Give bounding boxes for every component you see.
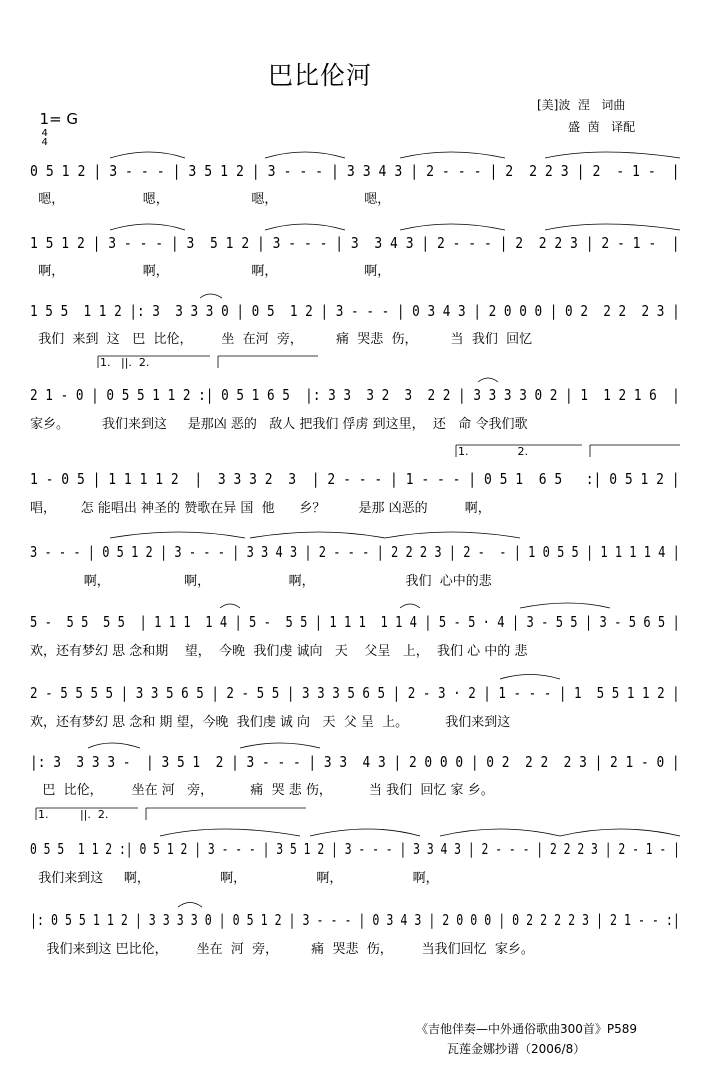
slur bbox=[250, 532, 385, 538]
system-2-notes: 1 5 1 2 | 3 - - - | 3 5 1 2 | 3 - - - | 3 3 4 3 | 2 - - - | 2 2 2 3 | 2 - 1 - | bbox=[30, 234, 680, 252]
slur bbox=[265, 152, 345, 158]
copyist-note: 瓦莲金娜抄谱（2006/8） bbox=[447, 1042, 586, 1056]
system-3-notes: 1 5 5 1 1 2 |: 3 3 3 3 0 | 0 5 1 2 | 3 - - - | 0 3 4 3 | 2 0 0 0 | 0 2 2 2 2 3 | bbox=[30, 302, 680, 320]
key-signature bbox=[30, 92, 78, 147]
slur bbox=[440, 829, 560, 836]
slur bbox=[385, 532, 520, 538]
slur bbox=[110, 532, 245, 538]
system-6-notes: 3 - - - | 0 5 1 2 | 3 - - - | 3 3 4 3 | 2 - - - | 2 2 2 3 | 2 - - | 1 0 5 5 | 1 1 1 1 4 | bbox=[30, 543, 680, 561]
system-10-volta: 1. ||. 2. bbox=[38, 808, 109, 821]
system-3-volta: 1. ||. 2. bbox=[100, 356, 150, 369]
system-5-volta: 1. 2. bbox=[458, 445, 528, 458]
slur bbox=[110, 152, 185, 158]
system-6-lyrics: 啊， 啊， 啊， 我们 心中的悲 bbox=[30, 574, 492, 589]
credit-translator: 盛 茵 译配 bbox=[568, 120, 636, 134]
slur bbox=[400, 152, 505, 158]
system-1-notes: 0 5 1 2 | 3 - - - | 3 5 1 2 | 3 - - - | 3 3 4 3 | 2 - - - | 2 2 2 3 | 2 - 1 - | bbox=[30, 162, 680, 180]
slur bbox=[500, 675, 560, 680]
system-5-notes: 1 - 0 5 | 1 1 1 1 2 | 3 3 3 2 3 | 2 - - - | 1 - - - | 0 5 1 6 5 :| 0 5 1 2 | bbox=[30, 470, 680, 488]
slur bbox=[240, 743, 320, 748]
system-7-notes: 5 - 5 5 5 5 | 1 1 1 1 4 | 5 - 5 5 | 1 1 1 1 1 4 | 5 - 5 · 4 | 3 - 5 5 | 3 - 5 6 5 | bbox=[30, 613, 680, 631]
system-5-lyrics: 唱， 怎 能唱出 神圣的 赞歌在异 国 他 乡？ 是那 凶恶的 啊， bbox=[30, 501, 491, 516]
slur bbox=[478, 378, 498, 382]
system-9-notes: |: 3 3 3 3 - | 3 5 1 2 | 3 - - - | 3 3 4 3 | 2 0 0 0 | 0 2 2 2 2 3 | 2 1 - 0 | bbox=[30, 753, 680, 771]
song-title: 巴比伦河 bbox=[267, 61, 372, 90]
system-7-lyrics: 欢，还有梦幻 思 念和期 望， 今晚 我们虔 诚向 天 父呈 上， 我们 心 中的 悲 bbox=[30, 644, 528, 659]
credit-lyricist-composer: [美]波 涅 词曲 bbox=[537, 98, 626, 112]
system-1-lyrics: 嗯， 嗯， 嗯， 嗯， bbox=[30, 192, 391, 207]
system-8-notes: 2 - 5 5 5 5 | 3 3 5 6 5 | 2 - 5 5 | 3 3 3 5 6 5 | 2 - 3 · 2 | 1 - - - | 1 5 5 1 1 2 | bbox=[30, 684, 680, 702]
system-11-notes: |: 0 5 5 1 1 2 | 3 3 3 3 0 | 0 5 1 2 | 3 - - - | 0 3 4 3 | 2 0 0 0 | 0 2 2 2 2 3 | 2 1 - - :| bbox=[30, 911, 680, 929]
slur bbox=[88, 743, 140, 748]
slur bbox=[265, 224, 345, 230]
system-8-lyrics: 欢，还有梦幻 思 念和 期 望，今晚 我们虔 诚 向 天 父 呈 上。 我们来到这 bbox=[30, 715, 511, 730]
slur bbox=[310, 829, 420, 836]
source-citation: 《吉他伴奏—中外通俗歌曲300首》P589 bbox=[416, 1022, 638, 1036]
slur bbox=[178, 903, 202, 908]
key-label: 1= G bbox=[39, 110, 79, 128]
system-9-lyrics: 巴 比伦， 坐在 河 旁， 痛 哭 悲 伤， 当 我们 回忆 家 乡。 bbox=[30, 783, 494, 798]
slur bbox=[200, 294, 222, 298]
slur bbox=[545, 224, 680, 230]
system-4-lyrics: 家乡。 我们来到这 是那凶 恶的 敌人 把我们 俘虏 到这里， 还 命 令我们歌 bbox=[30, 417, 528, 432]
slur bbox=[400, 224, 505, 230]
system-11-lyrics: 我们来到这 巴比伦， 坐在 河 旁， 痛 哭悲 伤， 当我们回忆 家乡。 bbox=[30, 942, 534, 957]
slur bbox=[160, 829, 300, 836]
system-4-notes: 2 1 - 0 | 0 5 5 1 1 2 :| 0 5 1 6 5 |: 3 3 3 2 3 2 2 | 3 3 3 3 0 2 | 1 1 2 1 6 | bbox=[30, 386, 680, 404]
slur bbox=[110, 224, 185, 230]
system-10-notes: 0 5 5 1 1 2 :| 0 5 1 2 | 3 - - - | 3 5 1 2 | 3 - - - | 3 3 4 3 | 2 - - - | 2 2 2 3 | 2 - 1 - | bbox=[30, 840, 680, 858]
time-signature: 4 4 bbox=[41, 127, 48, 148]
slur bbox=[545, 152, 680, 158]
system-2-lyrics: 啊， 啊， 啊， 啊， bbox=[30, 264, 391, 279]
slur bbox=[520, 603, 610, 608]
slur bbox=[400, 604, 420, 608]
system-3-lyrics: 我们 来到 这 巴 比伦， 坐 在河 旁， 痛 哭悲 伤， 当 我们 回忆 bbox=[30, 332, 533, 347]
slur bbox=[560, 829, 680, 836]
system-10-lyrics: 我们来到这 啊， 啊， 啊， 啊， bbox=[30, 871, 439, 886]
slur bbox=[220, 604, 240, 608]
